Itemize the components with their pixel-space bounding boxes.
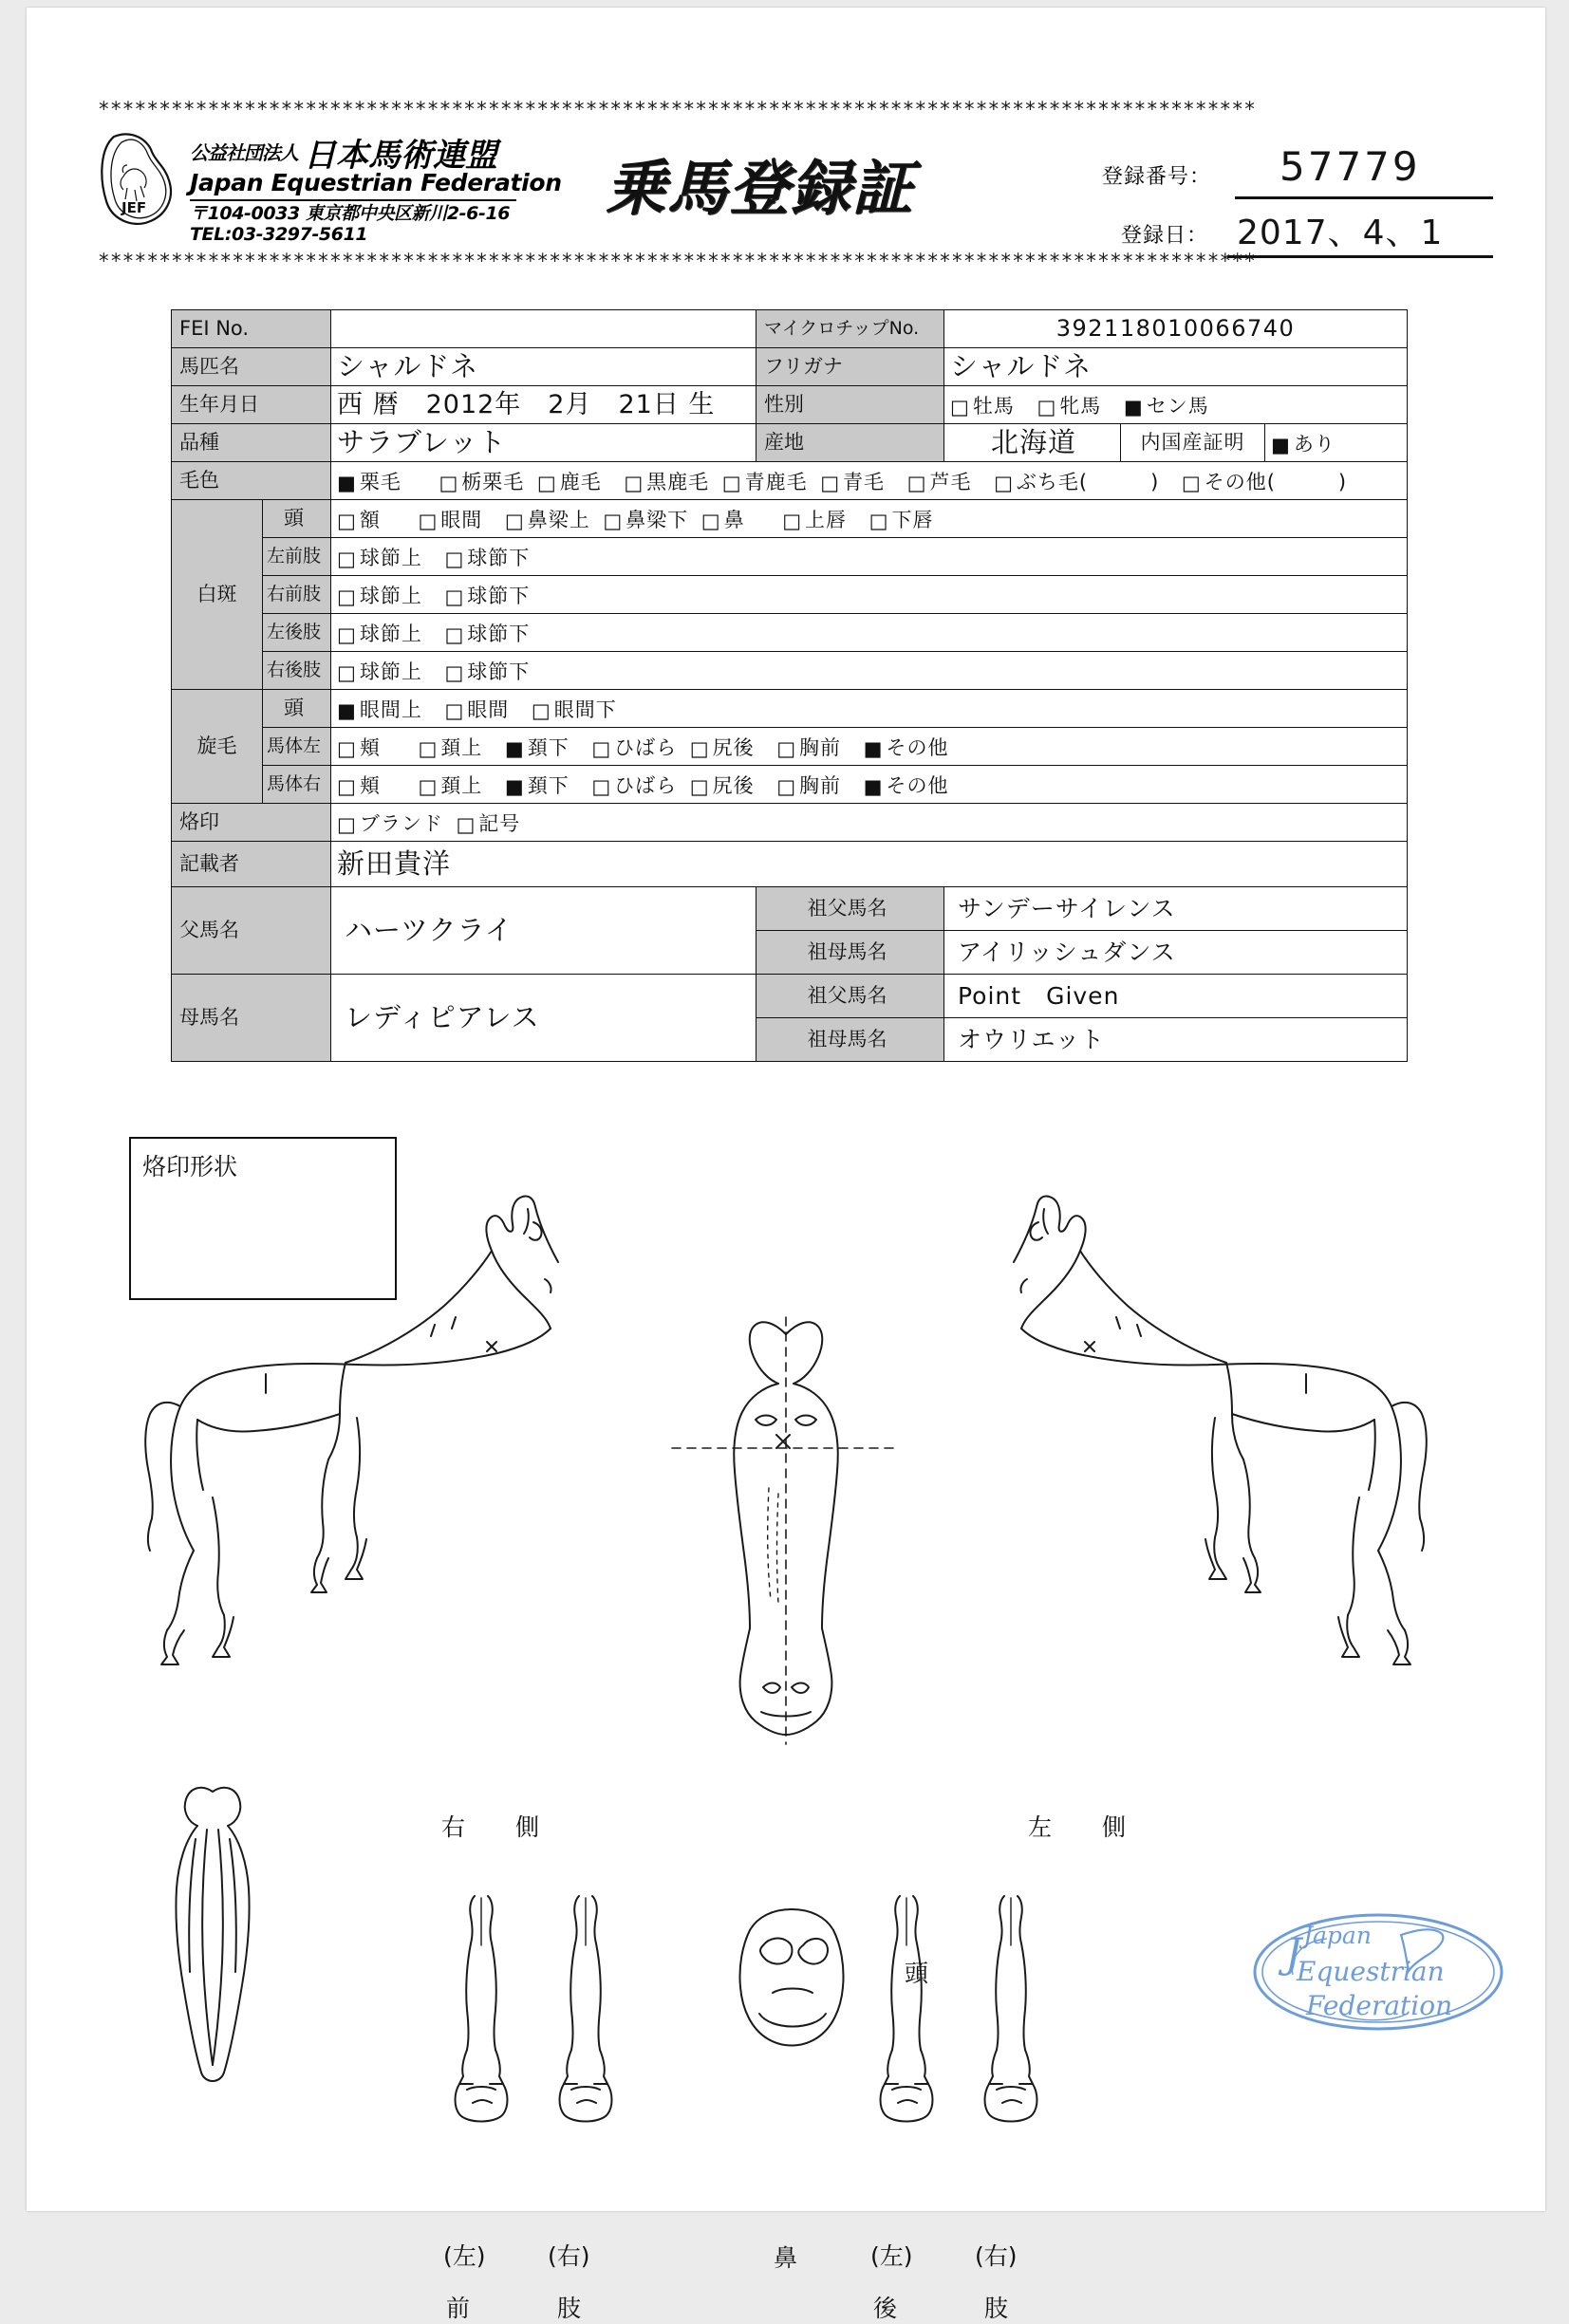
table-row-whorl-right xyxy=(172,766,1408,804)
registration-number-value: 57779 xyxy=(1279,143,1421,190)
checkbox-unchecked-icon[interactable] xyxy=(444,662,464,684)
whorl-option-chest[interactable] xyxy=(776,775,841,798)
white-option-forehead-label: 額 xyxy=(359,508,381,531)
sire-label: 父馬名 xyxy=(172,887,331,975)
white-markings-part-left-hind: 左後肢 xyxy=(263,614,331,652)
whorl-option-cheek[interactable] xyxy=(337,775,381,798)
table-row-white-left-hind xyxy=(172,614,1408,652)
whorl-option-cheek-label: 頬 xyxy=(359,735,381,759)
white-option-nose-label: 鼻 xyxy=(723,508,745,531)
brand-option-symbol[interactable] xyxy=(456,813,520,836)
whorl-part-body-right: 馬体右 xyxy=(263,766,331,804)
whorl-right-options xyxy=(331,766,1408,804)
domestic-cert-option-label: あり xyxy=(1293,432,1336,456)
fei-no-label: FEI No. xyxy=(172,310,331,348)
whorl-option-flank-label: ひばら xyxy=(614,773,678,797)
whorl-option-below-eyes[interactable] xyxy=(532,699,617,722)
whorl-option-lower-neck-label: 頚下 xyxy=(527,735,570,759)
white-markings-part-right-hind: 右後肢 xyxy=(263,652,331,690)
checkbox-unchecked-icon[interactable] xyxy=(994,473,1014,494)
jef-seal-icon xyxy=(95,127,182,232)
brand-option-brand[interactable] xyxy=(337,813,443,836)
checkbox-unchecked-icon[interactable] xyxy=(337,662,357,684)
white-option-nose[interactable] xyxy=(701,510,745,532)
brand-shape-label: 烙印形状 xyxy=(142,1153,238,1181)
coat-option-buchige[interactable] xyxy=(994,472,1159,494)
registration-info-block xyxy=(1094,140,1493,258)
checkbox-unchecked-icon[interactable] xyxy=(591,776,611,798)
white-markings-part-left-fore: 左前肢 xyxy=(263,538,331,576)
logo-divider xyxy=(190,199,516,201)
horse-details-table xyxy=(171,309,1408,1062)
white-option-above-fetlock-label: 球節上 xyxy=(359,660,422,683)
checkbox-unchecked-icon[interactable] xyxy=(444,624,464,646)
organization-telephone: TEL:03-3297-5611 xyxy=(190,224,368,245)
checkbox-checked-icon[interactable] xyxy=(505,738,525,760)
checkbox-unchecked-icon[interactable] xyxy=(624,473,644,494)
whorl-option-lower-neck[interactable] xyxy=(505,775,570,798)
svg-text:JEF: JEF xyxy=(121,199,147,216)
brand-label: 烙印 xyxy=(172,804,331,842)
white-markings-right-fore-options xyxy=(331,576,1408,614)
checkbox-unchecked-icon[interactable] xyxy=(776,776,796,798)
checkbox-unchecked-icon[interactable] xyxy=(869,511,889,532)
top-star-divider: *********************************************************************************************** xyxy=(98,99,1257,120)
white-option-above-fetlock-label: 球節上 xyxy=(359,546,422,569)
whorl-option-upper-neck-label: 頚上 xyxy=(440,773,483,797)
label-front-limb: 前 肢 xyxy=(446,2295,595,2322)
horse-name-label: 馬匹名 xyxy=(172,348,331,386)
whorl-option-cheek-label: 頬 xyxy=(359,773,381,797)
table-row-coat xyxy=(172,462,1408,500)
checkbox-unchecked-icon[interactable] xyxy=(532,700,551,722)
registration-date-row xyxy=(1094,199,1493,258)
coat-option-aokage[interactable] xyxy=(722,472,808,494)
organization-prefix: 公益社団法人 xyxy=(190,141,298,164)
whorl-option-other-label: その他 xyxy=(886,735,949,759)
label-nose: 鼻 xyxy=(774,2244,798,2272)
whorl-part-body-left: 馬体左 xyxy=(263,728,331,766)
white-option-below-fetlock-label: 球節下 xyxy=(467,584,531,607)
white-option-below-fetlock[interactable] xyxy=(444,661,530,684)
label-front-left: (左) xyxy=(443,2242,486,2270)
checkbox-unchecked-icon[interactable] xyxy=(444,586,464,608)
coat-option-aoge-label: 青毛 xyxy=(843,470,886,493)
whorl-option-upper-neck[interactable] xyxy=(418,775,482,798)
brand-option-brand-label: ブランド xyxy=(359,811,443,835)
whorl-option-lower-neck-label: 頚下 xyxy=(527,773,570,797)
whorl-left-options xyxy=(331,728,1408,766)
coat-option-tochikurige-label: 栃栗毛 xyxy=(461,470,525,493)
table-row-whorl-left xyxy=(172,728,1408,766)
coat-color-label: 毛色 xyxy=(172,462,331,500)
sex-option-male-label: 牡馬 xyxy=(972,394,1015,418)
table-row-whorl-head xyxy=(172,690,1408,728)
table-row-birth xyxy=(172,386,1408,424)
table-row-breed xyxy=(172,424,1408,462)
white-option-upper-nasal-label: 鼻梁上 xyxy=(527,508,590,531)
coat-option-aokage-label: 青鹿毛 xyxy=(744,470,808,493)
whorl-option-rear[interactable] xyxy=(690,737,755,760)
brand-option-symbol-label: 記号 xyxy=(478,811,521,835)
whorl-option-below-eyes-label: 眼間下 xyxy=(553,697,617,721)
table-row-recorder xyxy=(172,842,1408,887)
checkbox-unchecked-icon[interactable] xyxy=(418,511,438,532)
checkbox-unchecked-icon[interactable] xyxy=(591,738,611,760)
dam-granddam-label: 祖母馬名 xyxy=(756,1018,944,1062)
white-option-above-fetlock[interactable] xyxy=(337,661,422,684)
coat-color-options xyxy=(331,462,1408,500)
white-option-forehead[interactable] xyxy=(337,510,381,532)
registration-date-label: 登録日： xyxy=(1121,224,1209,248)
coat-option-kurokage[interactable] xyxy=(624,472,709,494)
checkbox-unchecked-icon[interactable] xyxy=(907,473,927,494)
whorl-part-head: 頭 xyxy=(263,690,331,728)
white-option-below-fetlock[interactable] xyxy=(444,623,530,646)
sex-options xyxy=(944,386,1408,424)
table-row-dam-grandsire xyxy=(172,975,1408,1018)
sire-grandsire-value: サンデーサイレンス xyxy=(944,887,1408,931)
checkbox-unchecked-icon[interactable] xyxy=(603,511,623,532)
whorl-option-flank[interactable] xyxy=(591,775,677,798)
white-option-below-fetlock-label: 球節下 xyxy=(467,660,531,683)
svg-text:J: J xyxy=(1285,1930,1302,1978)
white-option-above-fetlock-label: 球節上 xyxy=(359,622,422,645)
dam-grandsire-value: Point Given xyxy=(944,975,1408,1018)
organization-address: 〒104-0033 東京都中央区新川2-6-16 xyxy=(190,203,511,224)
checkbox-unchecked-icon[interactable] xyxy=(337,738,357,760)
white-option-lower-lip-label: 下唇 xyxy=(891,508,934,531)
checkbox-unchecked-icon[interactable] xyxy=(444,700,464,722)
checkbox-unchecked-icon[interactable] xyxy=(337,511,357,532)
table-row-white-left-fore xyxy=(172,538,1408,576)
white-option-upper-lip-label: 上唇 xyxy=(805,508,848,531)
checkbox-unchecked-icon[interactable] xyxy=(782,511,802,532)
stamp-line-2: Equestrian xyxy=(1297,1956,1445,1987)
coat-option-ashige[interactable] xyxy=(907,472,972,494)
table-row-white-right-fore xyxy=(172,576,1408,614)
coat-option-kurokage-label: 黒鹿毛 xyxy=(646,470,710,493)
coat-option-other-label: その他( ) xyxy=(1204,470,1348,493)
checkbox-unchecked-icon[interactable] xyxy=(690,738,710,760)
checkbox-unchecked-icon[interactable] xyxy=(337,586,357,608)
label-left-side: 左 側 xyxy=(1028,1813,1140,1841)
checkbox-unchecked-icon[interactable] xyxy=(950,397,970,418)
table-row-name xyxy=(172,348,1408,386)
registration-number-row xyxy=(1094,140,1493,199)
white-option-lower-nasal-label: 鼻梁下 xyxy=(626,508,689,531)
white-markings-left-fore-options xyxy=(331,538,1408,576)
whorl-option-rear-label: 尻後 xyxy=(712,735,755,759)
fei-no-value xyxy=(331,310,756,348)
white-option-below-fetlock-label: 球節下 xyxy=(467,622,531,645)
white-option-above-fetlock[interactable] xyxy=(337,548,422,570)
coat-option-kage-label: 鹿毛 xyxy=(559,470,602,493)
checkbox-unchecked-icon[interactable] xyxy=(418,776,438,798)
whorl-option-above-eyes-label: 眼間上 xyxy=(359,697,422,721)
white-markings-part-right-fore: 右前肢 xyxy=(263,576,331,614)
white-option-lower-lip[interactable] xyxy=(869,510,934,532)
checkbox-unchecked-icon[interactable] xyxy=(456,814,476,836)
whorl-option-other-label: その他 xyxy=(886,773,949,797)
origin-value-cell xyxy=(944,424,1265,462)
sire-granddam-value: アイリッシュダンス xyxy=(944,931,1408,975)
checkbox-unchecked-icon[interactable] xyxy=(1037,397,1056,418)
origin-value: 北海道 xyxy=(990,425,1076,458)
whorl-option-lower-neck[interactable] xyxy=(505,737,570,760)
organization-name-main: 日本馬術連盟 xyxy=(304,137,497,175)
whorl-option-between-eyes[interactable] xyxy=(444,699,509,722)
table-row-brand xyxy=(172,804,1408,842)
white-markings-part-head: 頭 xyxy=(263,500,331,538)
breed-label: 品種 xyxy=(172,424,331,462)
checkbox-unchecked-icon[interactable] xyxy=(439,473,458,494)
white-option-between-eyes-label: 眼間 xyxy=(440,508,483,531)
white-option-lower-nasal[interactable] xyxy=(603,510,688,532)
horse-name-value: シャルドネ xyxy=(331,348,756,386)
whorl-option-upper-neck-label: 頚上 xyxy=(440,735,483,759)
whorl-option-other[interactable] xyxy=(864,775,949,798)
checkbox-unchecked-icon[interactable] xyxy=(505,511,525,532)
coat-option-kurige[interactable] xyxy=(337,472,402,494)
white-option-above-fetlock[interactable] xyxy=(337,586,422,608)
label-hind-right: (右) xyxy=(975,2242,1018,2270)
label-front-right: (右) xyxy=(548,2242,590,2270)
table-row-sire-grandsire xyxy=(172,887,1408,931)
checkbox-unchecked-icon[interactable] xyxy=(690,776,710,798)
checkbox-unchecked-icon[interactable] xyxy=(722,473,742,494)
coat-option-kurige-label: 栗毛 xyxy=(359,470,402,493)
white-option-upper-lip[interactable] xyxy=(782,510,847,532)
microchip-label: マイクロチップNo. xyxy=(756,310,944,348)
whorl-option-chest-label: 胸前 xyxy=(799,735,842,759)
dam-granddam-value: オウリエット xyxy=(944,1018,1408,1062)
dam-value: レディピアレス xyxy=(331,975,756,1062)
checkbox-checked-icon[interactable] xyxy=(1124,397,1144,418)
label-hind-left: (左) xyxy=(870,2242,913,2270)
breed-value: サラブレット xyxy=(331,424,756,462)
microchip-value: 392118010066740 xyxy=(944,310,1408,348)
checkbox-unchecked-icon[interactable] xyxy=(337,624,357,646)
checkbox-unchecked-icon[interactable] xyxy=(337,776,357,798)
registration-number-label: 登録番号： xyxy=(1102,165,1212,189)
white-markings-head-options xyxy=(331,500,1408,538)
white-option-upper-nasal[interactable] xyxy=(505,510,590,532)
checkbox-unchecked-icon[interactable] xyxy=(444,548,464,570)
whorl-option-rear-label: 尻後 xyxy=(712,773,755,797)
document-title: 乗馬登録証 xyxy=(606,154,914,223)
checkbox-unchecked-icon[interactable] xyxy=(537,473,557,494)
coat-option-kage[interactable] xyxy=(537,472,602,494)
white-option-below-fetlock-label: 球節下 xyxy=(467,546,531,569)
label-right-side: 右 側 xyxy=(441,1813,553,1841)
birth-date-value: 西 暦 2012年 2月 21日 生 xyxy=(331,386,756,424)
checkbox-checked-icon[interactable] xyxy=(337,700,357,722)
domestic-cert-option[interactable] xyxy=(1271,434,1336,456)
coat-option-aoge[interactable] xyxy=(820,472,885,494)
checkbox-checked-icon[interactable] xyxy=(337,473,357,494)
sex-option-gelding-label: セン馬 xyxy=(1146,394,1209,418)
sex-option-female-label: 牝馬 xyxy=(1059,394,1102,418)
label-head: 頭 xyxy=(905,1960,929,1987)
stamp-line-1: Japan xyxy=(1303,1922,1372,1949)
whorl-option-above-eyes[interactable] xyxy=(337,699,422,722)
checkbox-checked-icon[interactable] xyxy=(864,738,884,760)
organization-name-en: Japan Equestrian Federation xyxy=(190,169,562,196)
whorl-option-flank-label: ひばら xyxy=(614,735,678,759)
coat-option-buchige-label: ぶち毛( ) xyxy=(1016,470,1160,493)
bottom-star-divider: *********************************************************************************************** xyxy=(98,251,1257,271)
coat-option-ashige-label: 芦毛 xyxy=(929,470,972,493)
checkbox-checked-icon[interactable] xyxy=(1271,435,1291,456)
domestic-cert-cell xyxy=(1265,424,1408,462)
white-option-below-fetlock[interactable] xyxy=(444,548,530,570)
white-markings-right-hind-options xyxy=(331,652,1408,690)
whorl-option-other[interactable] xyxy=(864,737,949,760)
table-row-white-right-hind xyxy=(172,652,1408,690)
whorl-option-rear[interactable] xyxy=(690,775,755,798)
origin-label: 産地 xyxy=(756,424,944,462)
whorl-option-chest-label: 胸前 xyxy=(799,773,842,797)
white-option-above-fetlock-label: 球節上 xyxy=(359,584,422,607)
checkbox-unchecked-icon[interactable] xyxy=(776,738,796,760)
sex-option-gelding[interactable] xyxy=(1124,396,1209,418)
registration-date-value: 2017、4、1 xyxy=(1237,214,1444,252)
checkbox-unchecked-icon[interactable] xyxy=(820,473,840,494)
dam-grandsire-label: 祖父馬名 xyxy=(756,975,944,1018)
birth-date-label: 生年月日 xyxy=(172,386,331,424)
white-option-between-eyes[interactable] xyxy=(418,510,482,532)
brand-options xyxy=(331,804,1408,842)
sire-granddam-label: 祖母馬名 xyxy=(756,931,944,975)
federation-official-stamp xyxy=(1251,1901,1505,2043)
white-option-below-fetlock[interactable] xyxy=(444,586,530,608)
whorl-label: 旋毛 xyxy=(172,690,263,804)
sire-grandsire-label: 祖父馬名 xyxy=(756,887,944,931)
coat-option-other[interactable] xyxy=(1182,472,1347,494)
coat-option-tochikurige[interactable] xyxy=(439,472,524,494)
table-row-white-head xyxy=(172,500,1408,538)
dam-label: 母馬名 xyxy=(172,975,331,1062)
checkbox-unchecked-icon[interactable] xyxy=(337,814,357,836)
whorl-option-between-eyes-label: 眼間 xyxy=(467,697,510,721)
checkbox-checked-icon[interactable] xyxy=(505,776,525,798)
whorl-option-chest[interactable] xyxy=(776,737,841,760)
white-markings-label: 白斑 xyxy=(172,500,263,690)
sex-option-male[interactable] xyxy=(950,396,1015,418)
white-option-above-fetlock[interactable] xyxy=(337,623,422,646)
whorl-option-upper-neck[interactable] xyxy=(418,737,482,760)
whorl-option-cheek[interactable] xyxy=(337,737,381,760)
label-hind-limb: 後 肢 xyxy=(873,2295,1022,2322)
white-markings-left-hind-options xyxy=(331,614,1408,652)
sire-value: ハーツクライ xyxy=(331,887,756,975)
certificate-page xyxy=(27,8,1545,2322)
checkbox-unchecked-icon[interactable] xyxy=(701,511,721,532)
sex-label: 性別 xyxy=(756,386,944,424)
stamp-line-3: Federation xyxy=(1306,1990,1453,2021)
whorl-option-flank[interactable] xyxy=(591,737,677,760)
checkbox-unchecked-icon[interactable] xyxy=(1182,473,1202,494)
recorder-label: 記載者 xyxy=(172,842,331,887)
checkbox-checked-icon[interactable] xyxy=(864,776,884,798)
furigana-value: シャルドネ xyxy=(944,348,1408,386)
recorder-value: 新田貴洋 xyxy=(331,842,1408,887)
checkbox-unchecked-icon[interactable] xyxy=(418,738,438,760)
federation-logo-block xyxy=(95,125,570,245)
furigana-label: フリガナ xyxy=(756,348,944,386)
checkbox-unchecked-icon[interactable] xyxy=(337,548,357,570)
sex-option-female[interactable] xyxy=(1037,396,1101,418)
table-row-fei xyxy=(172,310,1408,348)
domestic-cert-label: 内国産証明 xyxy=(1120,423,1264,462)
whorl-head-options xyxy=(331,690,1408,728)
